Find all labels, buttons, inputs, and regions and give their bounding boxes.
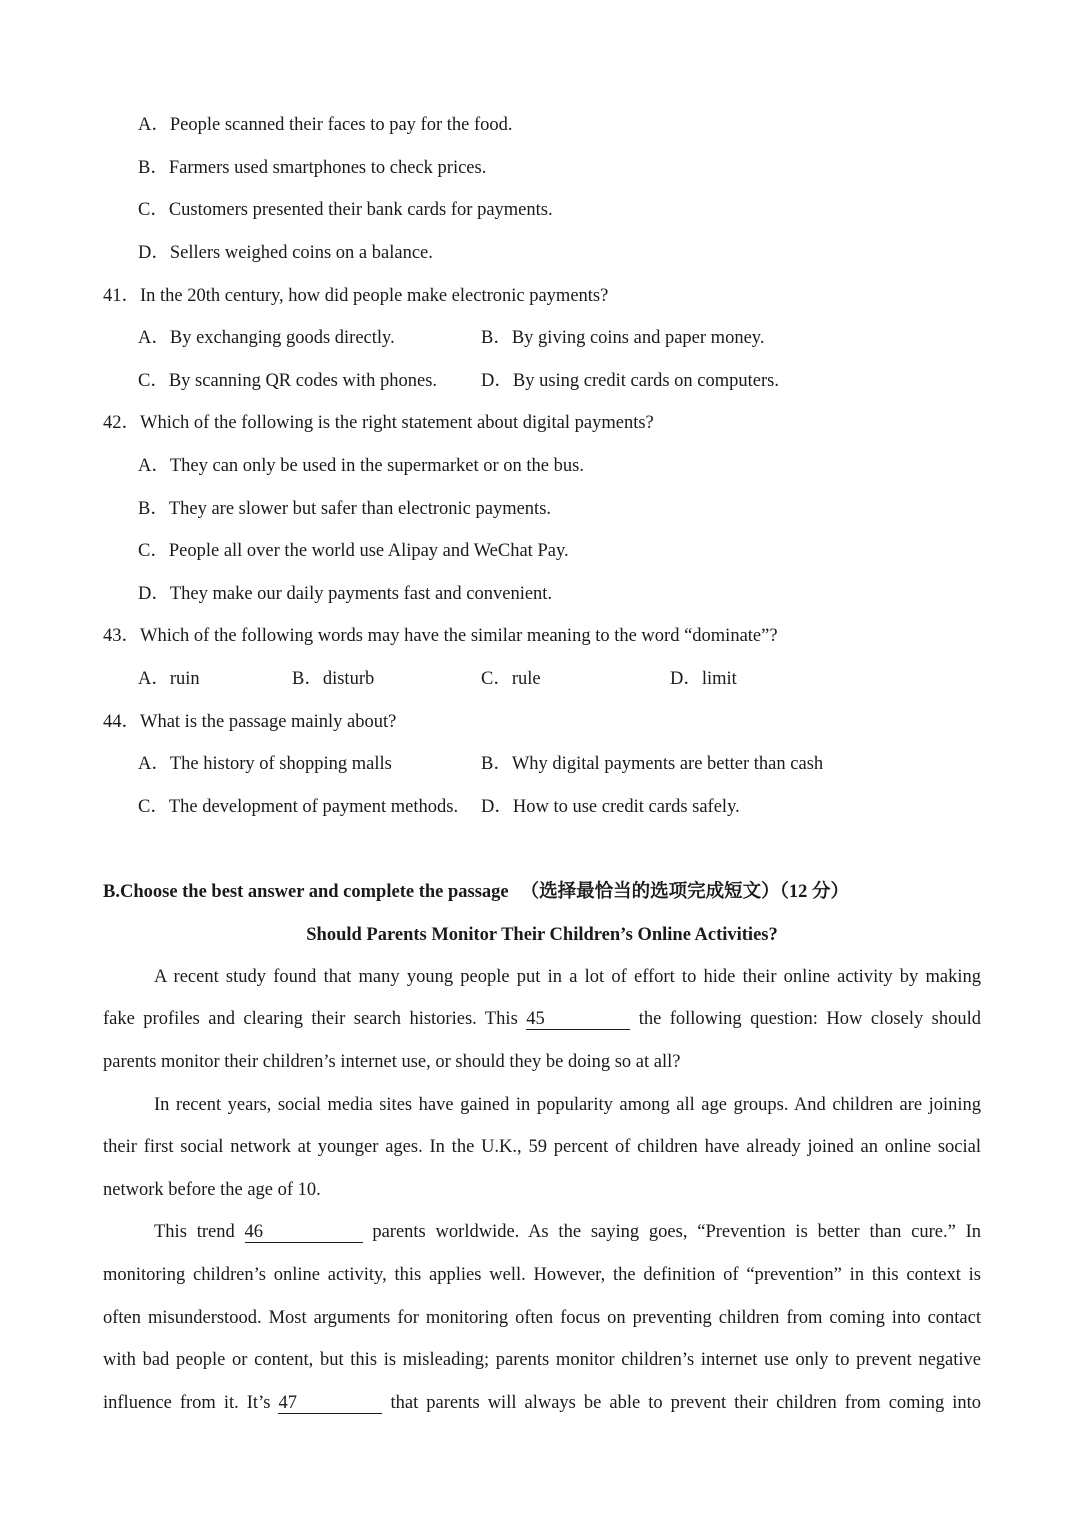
passage-p2-line3: network before the age of 10. — [103, 1180, 321, 1200]
passage-p3-line5 — [103, 1394, 981, 1414]
q41-option-c: C．By scanning QR codes with phones. — [138, 371, 438, 391]
section-b-heading — [103, 883, 849, 902]
passage-title: Should Parents Monitor Their Children’s Online Activities? — [306, 925, 778, 945]
passage-p1-line2 — [103, 1010, 981, 1030]
passage-p3-line4: with bad people or content, but this is misleading; parents monitor children’s internet use only to prevent negative — [103, 1350, 981, 1370]
q43-stem: 43．Which of the following words may have the similar meaning to the word “dominate”? — [103, 626, 778, 646]
q42-stem: 42．Which of the following is the right statement about digital payments? — [103, 413, 654, 433]
q44-option-b: B．Why digital payments are better than cash — [481, 754, 824, 774]
q40-option-c: C．Customers presented their bank cards for payments. — [138, 200, 553, 220]
passage-p3-line5-b: that parents will always be able to prevent their children from coming into — [390, 1393, 982, 1413]
passage-p2-line1: In recent years, social media sites have gained in popularity among all age groups. And children are joining — [154, 1095, 981, 1115]
blank-45[interactable]: 45 — [526, 1010, 630, 1030]
blank-47[interactable]: 47 — [278, 1394, 382, 1414]
passage-p3-line1-a: This trend — [154, 1222, 235, 1242]
q43-option-a: A．ruin — [138, 669, 200, 689]
q42-option-c: C．People all over the world use Alipay and WeChat Pay. — [138, 541, 569, 561]
passage-p3-line5-a: influence from it. It’s — [103, 1393, 271, 1413]
passage-p2-line2: their first social network at younger ages. In the U.K., 59 percent of children have already joined an online social — [103, 1137, 981, 1157]
q44-stem: 44．What is the passage mainly about? — [103, 712, 397, 732]
q40-option-d: D．Sellers weighed coins on a balance. — [138, 243, 433, 263]
passage-p3-line1 — [154, 1223, 981, 1243]
q40-option-b: B．Farmers used smartphones to check prices. — [138, 158, 487, 178]
blank-46[interactable]: 46 — [245, 1223, 363, 1243]
passage-p1-line3: parents monitor their children’s internet use, or should they be doing so at all? — [103, 1052, 681, 1072]
q42-option-b: B．They are slower but safer than electronic payments. — [138, 499, 552, 519]
section-b-heading-cn: （选择最恰当的选项完成短文）（12 分） — [520, 882, 850, 902]
section-b-heading-en: B.Choose the best answer and complete the passage — [103, 882, 509, 902]
q41-option-b: B．By giving coins and paper money. — [481, 328, 765, 348]
q42-option-d: D．They make our daily payments fast and convenient. — [138, 584, 553, 604]
q40-option-a: A．People scanned their faces to pay for the food. — [138, 115, 513, 135]
q41-stem: 41．In the 20th century, how did people make electronic payments? — [103, 286, 609, 306]
q41-option-d: D．By using credit cards on computers. — [481, 371, 779, 391]
q43-option-b: B．disturb — [292, 669, 375, 689]
q43-option-d: D．limit — [670, 669, 737, 689]
passage-p1-line1: A recent study found that many young people put in a lot of effort to hide their online activity by making — [154, 967, 981, 987]
q44-option-a: A．The history of shopping malls — [138, 754, 392, 774]
q44-option-d: D．How to use credit cards safely. — [481, 797, 740, 817]
passage-p3-line1-b: parents worldwide. As the saying goes, “Prevention is better than cure.” In — [372, 1222, 982, 1242]
q41-option-a: A．By exchanging goods directly. — [138, 328, 395, 348]
passage-p3-line3: often misunderstood. Most arguments for monitoring often focus on preventing children from coming into contact — [103, 1308, 981, 1328]
q43-option-c: C．rule — [481, 669, 541, 689]
passage-p1-line2-a: fake profiles and clearing their search histories. This — [103, 1009, 518, 1029]
q44-option-c: C．The development of payment methods. — [138, 797, 459, 817]
q42-option-a: A．They can only be used in the supermarket or on the bus. — [138, 456, 584, 476]
passage-p1-line2-b: the following question: How closely should — [638, 1009, 982, 1029]
passage-p3-line2: monitoring children’s online activity, this applies well. However, the definition of “prevention” in this context is — [103, 1265, 981, 1285]
